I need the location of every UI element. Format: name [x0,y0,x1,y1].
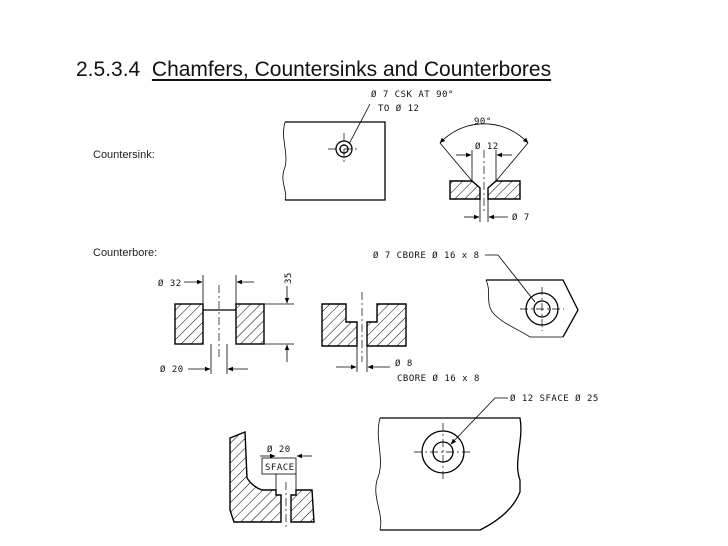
csk-note-line1: Ø 7 CSK AT 90° [371,90,454,100]
csk-diameter-label: Ø 12 [475,142,499,152]
countersink-plan-view [283,104,385,200]
cb-depth-label: 35 [284,272,294,284]
countersink-section-view [440,124,528,222]
sface-note-label: Ø 12 SFACE Ø 25 [510,394,599,404]
title-text: Chamfers, Countersinks and Counterbores [151,58,552,81]
csk-angle-label: 90° [474,117,492,127]
cbore-note-label: Ø 7 CBORE Ø 16 x 8 [373,251,480,261]
cb-dia8-label: Ø 8 [395,359,413,369]
counterbore-plan-view [485,255,578,337]
sf-sface-label: SFACE [265,463,295,473]
counterbore-label: Counterbore: [93,247,158,259]
cb-dia32-label: Ø 32 [158,279,182,289]
cb-note2-label: CBORE Ø 16 x 8 [397,374,480,384]
countersink-label: Countersink: [93,149,155,161]
counterbore-section-1 [175,275,294,374]
csk-note-line2: TO Ø 12 [378,104,420,114]
cb-dia20-label: Ø 20 [160,365,184,375]
csk-hole-label: Ø 7 [512,213,530,223]
sf-dia-label: Ø 20 [267,445,291,455]
counterbore-section-2 [322,292,406,372]
section-number: 2.5.3.4 [76,58,141,81]
spotface-plan-view [376,398,521,530]
